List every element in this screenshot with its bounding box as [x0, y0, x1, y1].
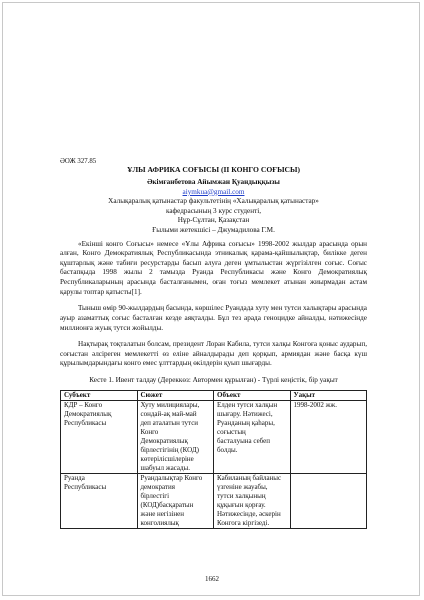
table-row [61, 473, 367, 528]
cell-line: шабуыл жасады. [140, 463, 190, 472]
cell-line: болды. [217, 445, 238, 454]
column-header-subject: Субъект [61, 390, 138, 400]
cell-line: Руанда [64, 473, 85, 482]
affiliation-line: Халықаралық қатынастар факультетінің «Халықаралық қатынастар» [108, 197, 319, 206]
cell-line: Руандалықтар Конго [140, 473, 203, 482]
cell-time [290, 473, 367, 528]
cell-line: КДР – Конго [64, 400, 103, 409]
event-analysis-table [60, 390, 367, 529]
udk-code: ӘОЖ 327.85 [60, 158, 97, 165]
cell-line: тутси халқының [217, 491, 266, 500]
column-header-plot: Сюжет [137, 390, 214, 400]
table-header-row [61, 390, 367, 400]
cell-plot [137, 473, 214, 528]
cell-time [290, 400, 367, 473]
cell-line: Хуту милициялары, [140, 400, 200, 409]
column-header-time: Уақыт [290, 390, 367, 400]
cell-line: үзгеніне жауабы, [217, 482, 268, 491]
body-paragraph: «Екінші конго Соғысы» немесе «Ұлы Африка соғысы» 1998-2002 жылдар арасында орын алған, Конго Демократиялық Республикасында этникалық қарама-қайшылықтар, билікке деген құштарлық және табиғи ресурстарды басып алуға деген ұмтылыстан жүргізілген соғыс. Соғыс бастапқыда 1998 жылы 2 тамызда Руанда Республикасы және Конго Демократиялық Республикаларының арасында басталғанымен, оған тоғыз мемлекет атынан жиырмадан астам қарулы топтар қатысты[1]. [60, 239, 367, 296]
cell-line: демократия [140, 482, 175, 491]
cell-subject [61, 400, 138, 473]
column-header-object: Объект [214, 390, 291, 400]
cell-line: бірлестігінің (КОД) [140, 445, 199, 454]
cell-plot [137, 400, 214, 473]
cell-line: шығару. Нәтижесі, [217, 409, 273, 418]
cell-subject [61, 473, 138, 528]
cell-line: Демократиялық [140, 436, 188, 445]
cell-line: және негізінен [140, 509, 185, 518]
cell-line: Республикасы [64, 482, 107, 491]
page-number: 1662 [205, 575, 219, 583]
cell-line: құқығын қорғау. [217, 500, 266, 509]
cell-line: Республикасы [64, 418, 107, 427]
cell-line: бірлестігі [140, 491, 170, 500]
cell-line: Конгога кіргізеді. [217, 518, 270, 527]
cell-line: Руанданың қаһары, [217, 418, 275, 427]
author-name: Әкімғанбетова Айымжан Қуандыққызы [147, 178, 280, 186]
paper-title: ҰЛЫ АФРИКА СОҒЫСЫ (II КОНГО СОҒЫСЫ) [126, 165, 301, 174]
cell-line: Конго [140, 427, 159, 436]
cell-line: Елден тутси халқын [217, 400, 278, 409]
cell-line: (КОД)басқаратын [140, 500, 194, 509]
body-paragraph: Нақтырақ тоқталатын болсам, президент Лоран Кабила, тутси халқы Конгоға қоныс аударып, соғыстан әлсіреген мемлекетті өз еліне айналдырады деп қорқып, армиядан және басқа күш құрылымдарындағы конго емес ұлттардың өкілдерін қуып шығарды. [60, 340, 367, 368]
cell-line: Демократиялық [64, 409, 112, 418]
author-email-link[interactable]: aiymkua@gmail.com [182, 187, 245, 196]
cell-line: көтерілісшілеріне [140, 454, 194, 463]
affiliation-line: кафедрасының 3 курс студенті, [165, 206, 262, 215]
cell-line: Кабиланың байланыс [217, 473, 282, 482]
cell-line: сондай-ақ май-май [140, 409, 197, 418]
table-caption: Кесте 1. Ивент талдау (Дереккөз: Автормен құрылған) - Түрлі кеңістік, бір уақыт [89, 376, 338, 385]
affiliation-line: Нұр-Сұлтан, Қазақстан [177, 216, 250, 225]
table-row [61, 400, 367, 473]
cell-object [214, 473, 291, 528]
supervisor-line: Ғылыми жетекшісі – Джумадилова Г.М. [152, 225, 275, 234]
cell-object [214, 400, 291, 473]
cell-line: деп аталатын тутси [140, 418, 199, 427]
cell-line: 1998-2002 жж. [293, 400, 338, 409]
cell-line: соғыстың [217, 427, 246, 436]
cell-line: конголиялық [140, 518, 179, 527]
cell-line: Нәтижесінде, әскерін [217, 509, 281, 518]
cell-line: басталуына себеп [217, 436, 271, 445]
body-paragraph: Тыныш өмір 90-жылдардың басында, көршілес Руандада хуту мен тутси халықтары арасында ауыр азаматтық соғыс басталған кезде аяқталды. Бұл тез арада геноцидке айналды, нәтижесінде миллионға жуық тутси жойылды. [60, 304, 367, 332]
document-page [60, 158, 367, 529]
